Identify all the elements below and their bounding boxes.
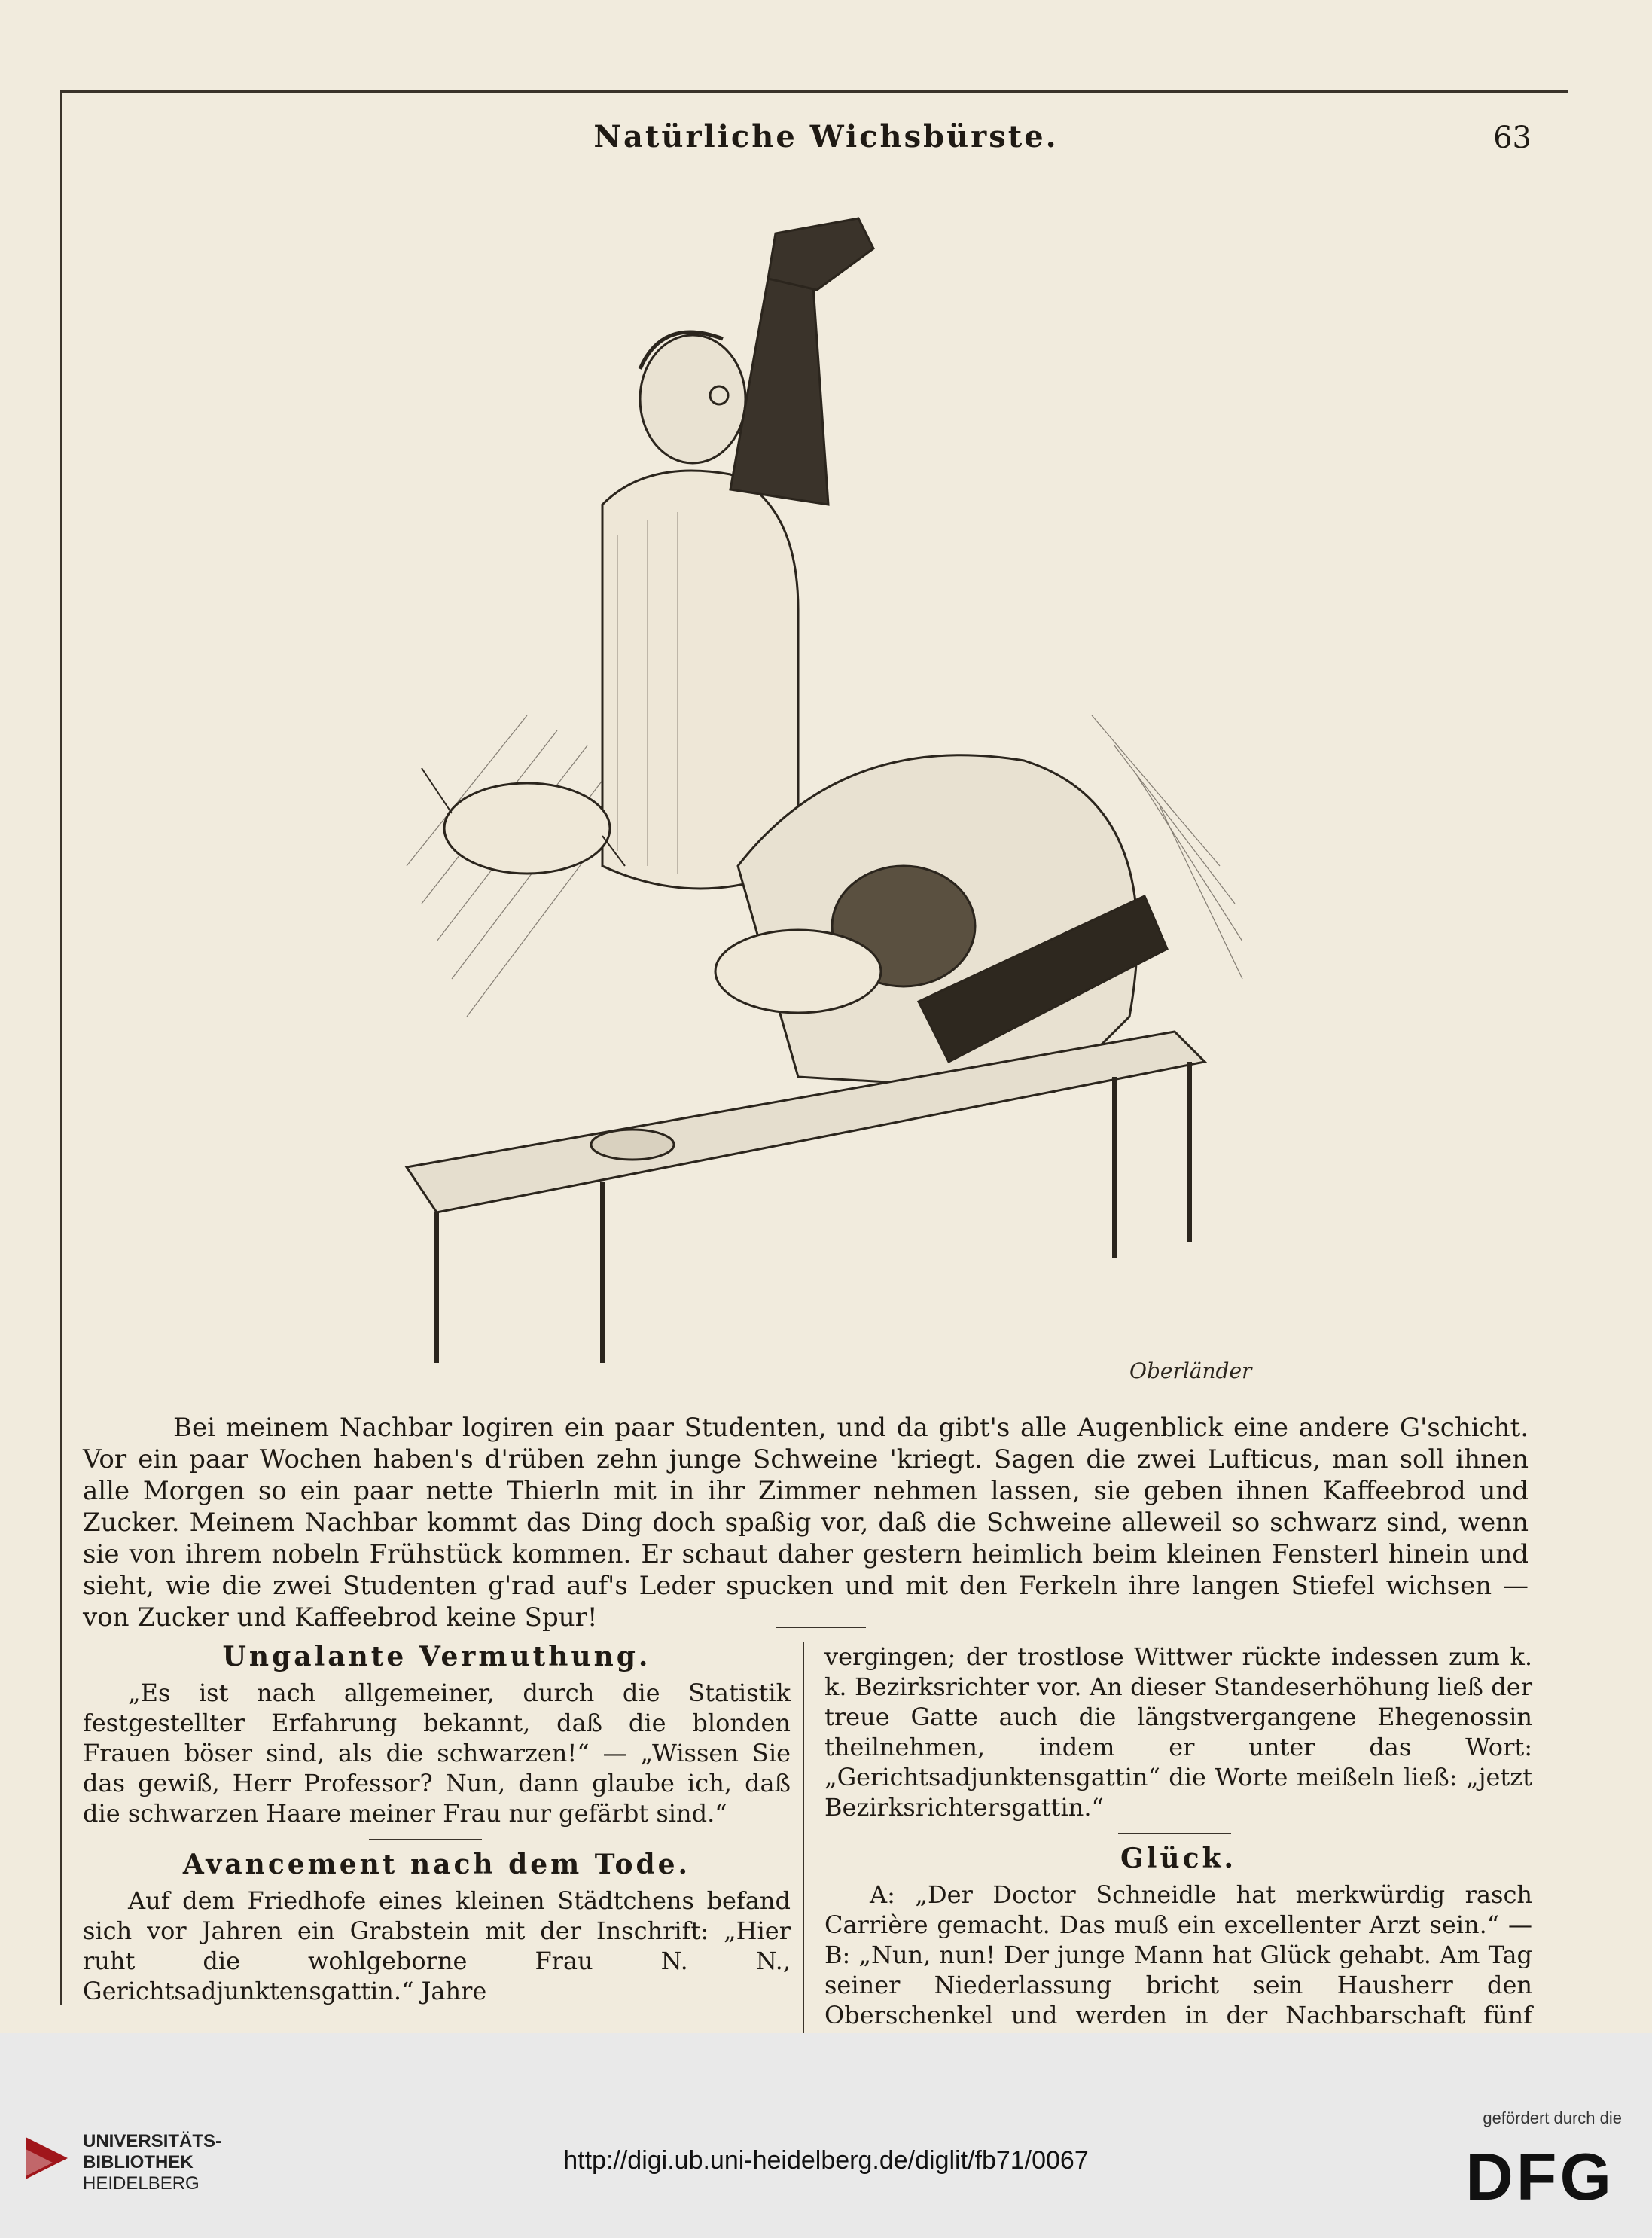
permalink-url[interactable]: http://digi.ub.uni-heidelberg.de/diglit/fb71/0067 <box>563 2146 1089 2175</box>
piglet-left <box>422 768 625 874</box>
funding-label: gefördert durch die <box>1483 2108 1622 2127</box>
engraving-illustration <box>376 188 1265 1393</box>
page-title: Natürliche Wichsbürste. <box>593 119 1059 154</box>
section-title-avancement: Avancement nach dem Tode. <box>182 1849 691 1880</box>
section-text-ungalante: „Es ist nach allgemeiner, durch die Statistik festgestellter Erfahrung bekannt, daß die blonden Frauen böser sind, als die schwarzen!“ — „Wissen Sie das gewiß, Herr Professor? Nun, dann glaube ich, daß die schwarzen Haare meiner Frau nur gefärbt sind.“ <box>83 1678 791 1828</box>
piglet-center <box>715 930 881 1013</box>
library-name: UNIVERSITÄTS- BIBLIOTHEK HEIDELBERG <box>83 2131 222 2194</box>
left-column <box>83 1642 791 2006</box>
section-divider <box>369 1839 482 1840</box>
page-number: 63 <box>1493 120 1532 155</box>
illustration-caption: Bei meinem Nachbar logiren ein paar Studenten, und da gibt's alle Augenblick eine andere G'schicht. Vor ein paar Wochen haben's d'rüben zehn junge Schweine 'kriegt. Sagen die zwei Lufticus, man soll ihnen alle Morgen so ein paar nette Thierln mit in ihr Zimmer nehmen lassen, sie geben ihnen Kaffeebrod und Zucker. Meinem Nachbar kommt das Ding doch spaßig vor, daß die Schweine alleweil so schwarz sind, wenn sie von ihrem nobeln Frühstück kommen. Er schaut daher gestern heimlich beim kleinen Fensterl hinein und sieht, wie die zwei Studenten g'rad auf's Leder spucken und mit den Ferkeln ihre langen Stiefel wichsen — von Zucker und Kaffeebrod keine Spur! <box>83 1413 1529 1633</box>
bending-student <box>738 755 1167 1092</box>
section-title-ungalante: Ungalante Vermuthung. <box>222 1641 651 1672</box>
section-divider <box>1118 1833 1231 1834</box>
raised-boot <box>730 218 873 505</box>
table <box>407 1032 1205 1363</box>
divider-rule <box>776 1627 866 1628</box>
section-text-avancement: Auf dem Friedhofe eines kleinen Städtchens befand sich vor Jahren ein Grabstein mit der Inschrift: „Hier ruht die wohlgeborne Frau N. N., Gerichtsadjunktensgattin.“ Jahre <box>83 1886 791 2005</box>
section-title-glueck: Glück. <box>1120 1843 1236 1874</box>
right-column <box>824 1642 1532 2060</box>
section-text-glueck: A: „Der Doctor Schneidle hat merkwürdig rasch Carrière gemacht. Das muß ein excellenter Arzt sein.“ — B: „Nun, nun! Der junge Mann hat Glück gehabt. Am Tag seiner Niederlassung bricht sein Hausherr den Oberschenkel und werden in der Nachbarschaft fünf <box>824 1880 1532 2029</box>
column-divider <box>803 1642 804 2033</box>
viewer-footer <box>0 2033 1652 2238</box>
artist-signature: Oberländer <box>1129 1358 1252 1383</box>
dfg-logo[interactable]: DFG <box>1465 2139 1614 2214</box>
section-text-avancement-continued: vergingen; der trostlose Wittwer rückte indessen zum k. k. Bezirksrichter vor. An dieser Standeserhöhung ließ der treue Gatte auch die längstvergangene Ehegenossin theilnehmen, indem er unter das Wort: „Gerichtsadjunktensgattin“ die Worte meißeln ließ: „jetzt Bezirksrichtersgattin.“ <box>824 1642 1532 1822</box>
